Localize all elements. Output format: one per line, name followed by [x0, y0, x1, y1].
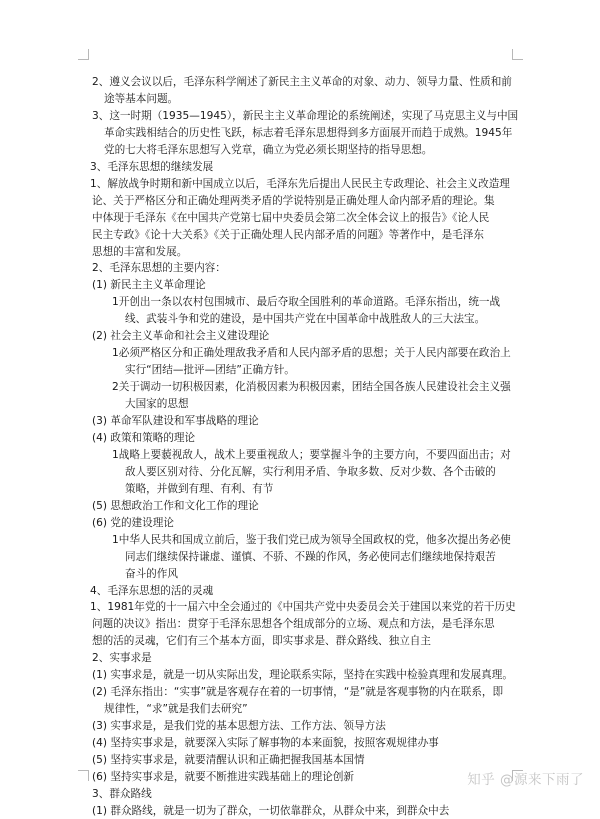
text-line: 3、毛泽东思想的继续发展: [90, 160, 214, 173]
text-line: 2关于调动一切积极因素，化消极因素为积极因素，团结全国各族人民建设社会主义强: [112, 381, 511, 394]
text-line: 敌人要区别对待、分化瓦解，实行利用矛盾、争取多数、反对少数、各个击破的: [125, 465, 496, 478]
text-line: (6) 坚持实事求是，就要不断推进实践基础上的理论创新: [92, 770, 355, 783]
text-line: 2、实事求是: [92, 652, 152, 665]
text-line: 3、这一时期（1935—1945），新民主主义革命理论的系统阐述，实现了马克思主义与中国: [92, 109, 519, 122]
text-line: 4、毛泽东思想的活的灵魂: [90, 584, 214, 597]
text-line: 1、解放战争时期和新中国成立以后，毛泽东先后提出人民民主专政理论、社会主义改造理: [90, 177, 510, 190]
text-line: 同志们继续保持谦虚、谨慎、不骄、不躁的作风，务必使同志们继续地保持艰苦: [125, 550, 496, 563]
text-line: 中体现于毛泽东《在中国共产党第七届中央委员会第二次全体会议上的报告》《论人民: [92, 211, 490, 224]
text-line: 党的七大将毛泽东思想写入党章，确立为党必须长期坚持的指导思想。: [104, 143, 433, 156]
text-line: (4) 政策和策略的理论: [92, 431, 196, 444]
text-line: (5) 坚持实事求是，就要清醒认识和正确把握我国基本国情: [92, 754, 365, 766]
text-line: 2、毛泽东思想的主要内容：: [92, 262, 226, 275]
text-line: (6) 党的建设理论: [92, 516, 174, 529]
text-line: 问题的决议》指出：贯穿于毛泽东思想各个组成部分的立场、观点和方法，是毛泽东思: [92, 618, 495, 631]
crop-mark-bottom-left: [78, 770, 89, 781]
text-line: 想的活的灵魂，它们有三个基本方面，即实事求是、群众路线、独立自主: [92, 635, 431, 648]
crop-mark-top-left: [78, 49, 89, 60]
text-line: (4) 坚持实事求是，就要深入实际了解事物的本来面貌，按照客观规律办事: [92, 737, 439, 749]
text-line: 思想的丰富和发展。: [92, 245, 188, 258]
text-line: (1) 群众路线，就是一切为了群众，一切依靠群众，从群众中来，到群众中去: [92, 804, 450, 817]
text-line: 策略，并做到有理、有利、有节: [125, 482, 274, 495]
text-line: (2) 毛泽东指出：“实事”就是客观存在着的一切事情，“是”就是客观事物的内在联系，即: [92, 686, 504, 699]
text-line: 1必须严格区分和正确处理敌我矛盾和人民内部矛盾的思想；关于人民内部要在政治上: [112, 347, 511, 360]
text-line: 线、武装斗争和党的建设，是中国共产党在中国革命中战胜敌人的三大法宝。: [125, 313, 486, 326]
text-line: 1中华人民共和国成立前后，鉴于我们党已成为领导全国政权的党，他多次提出务必使: [112, 533, 511, 546]
text-line: 1、1981年党的十一届六中全会通过的《中国共产党中央委员会关于建国以来党的若干历史: [90, 601, 516, 614]
text-line: 论、关于严格区分和正确处理两类矛盾的学说特别是正确处理人命内部矛盾的理论。集: [92, 194, 495, 207]
text-line: (5) 思想政治工作和文化工作的理论: [92, 499, 259, 512]
text-line: 1开创出一条以农村包围城市、最后夺取全国胜利的革命道路。毛泽东指出，统一战: [112, 296, 501, 309]
text-line: 奋斗的作风: [125, 567, 178, 580]
text-line: 1战略上要藐视敌人，战术上要重视敌人；要掌握斗争的主要方向，不要四面出击；对: [112, 448, 511, 461]
text-line: (3) 革命军队建设和军事战略的理论: [92, 415, 259, 427]
text-line: (2) 社会主义革命和社会主义建设理论: [92, 330, 270, 343]
text-line: (3) 实事求是，是我们党的基本思想方法、工作方法、领导方法: [92, 720, 386, 733]
zhihu-watermark: 知乎 @源来下雨了: [467, 772, 584, 788]
text-line: 2、遵义会议以后，毛泽东科学阐述了新民主主义革命的对象、动力、领导力量、性质和前: [92, 76, 512, 88]
text-line: 途等基本问题。: [104, 93, 179, 105]
text-line: 民主专政》《论十大关系》《关于正确处理人民内部矛盾的问题》等著作中，是毛泽东: [92, 228, 484, 241]
text-line: 大国家的思想: [125, 398, 189, 411]
crop-mark-top-right: [512, 49, 523, 60]
text-line: 革命实践相结合的历史性飞跃，标志着毛泽东思想得到多方面展开而趋于成熟。1945年: [104, 126, 513, 139]
text-line: 实行“团结—批评—团结”正确方针。: [125, 364, 295, 377]
text-line: 3、群众路线: [92, 787, 152, 800]
text-line: 规律性，“求”就是我们去研究”: [104, 703, 248, 716]
text-line: (1) 实事求是，就是一切从实际出发，理论联系实际，坚持在实践中检验真理和发展真理。: [92, 669, 513, 682]
text-line: (1) 新民主主义革命理论: [92, 279, 206, 292]
